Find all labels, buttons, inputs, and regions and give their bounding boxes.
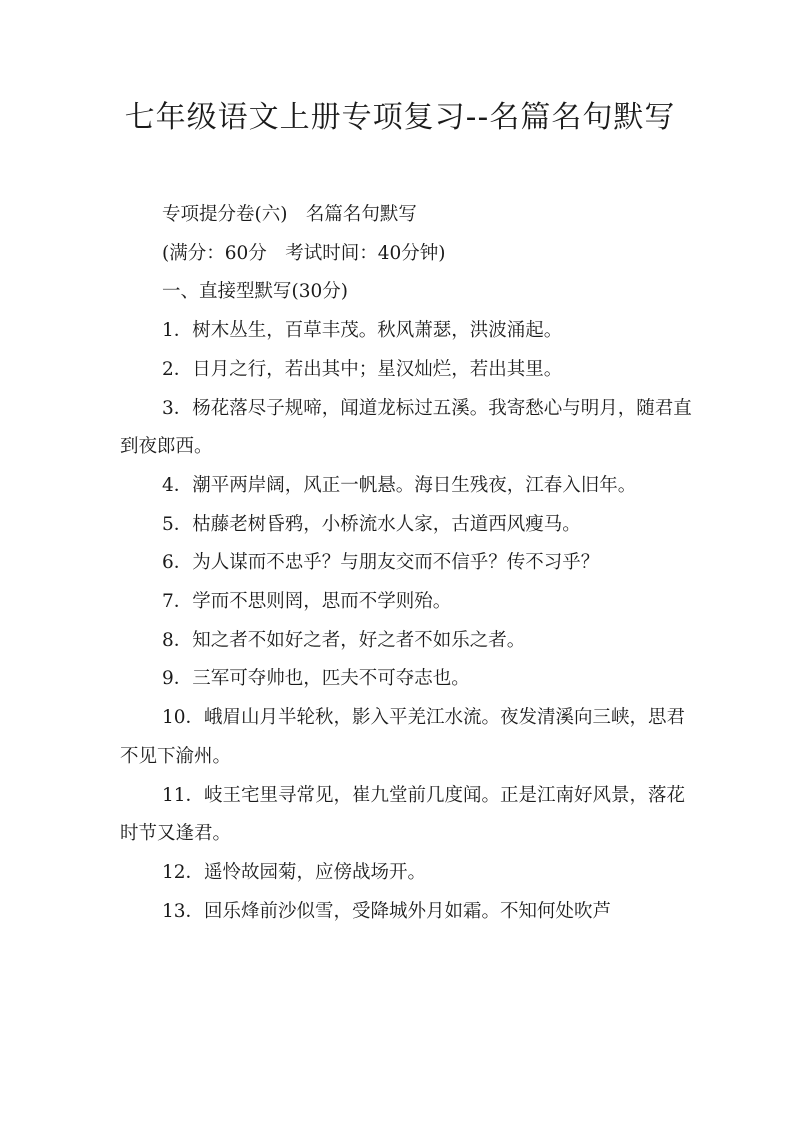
question-item: 11．岐王宅里寻常见，崔九堂前几度闻。正是江南好风景，落花时节又逢君。 (120, 784, 686, 845)
document-title: 七年级语文上册专项复习--名篇名句默写 (124, 100, 676, 135)
question-item: 5．枯藤老树昏鸦，小桥流水人家，古道西风瘦马。 (162, 513, 581, 535)
score-info: (满分：60分 考试时间：40分钟) (162, 242, 446, 264)
question-item: 9．三军可夺帅也，匹夫不可夺志也。 (162, 668, 470, 690)
question-item: 12．遥怜故园菊，应傍战场开。 (162, 861, 427, 883)
question-item: 8．知之者不如好之者，好之者不如乐之者。 (162, 629, 526, 651)
section-heading: 一、直接型默写(30分) (162, 281, 348, 303)
question-item: 13．回乐烽前沙似雪，受降城外月如霜。不知何处吹芦 (162, 900, 612, 922)
question-item: 4．潮平两岸阔，风正一帆悬。海日生残夜，江春入旧年。 (162, 474, 637, 496)
exam-subtitle: 专项提分卷(六) 名篇名句默写 (162, 204, 417, 225)
question-item: 3．杨花落尽子规啼，闻道龙标过五溪。我寄愁心与明月，随君直到夜郎西。 (120, 397, 692, 458)
document-body (120, 196, 692, 931)
question-item: 10．峨眉山月半轮秋，影入平羌江水流。夜发清溪向三峡，思君不见下渝州。 (120, 707, 686, 767)
question-item: 1．树木丛生，百草丰茂。秋风萧瑟，洪波涌起。 (162, 320, 563, 342)
question-item: 2．日月之行，若出其中；星汉灿烂，若出其里。 (162, 358, 563, 380)
question-item: 7．学而不思则罔，思而不学则殆。 (162, 591, 452, 613)
question-item: 6．为人谋而不忠乎？与朋友交而不信乎？传不习乎？ (162, 552, 600, 574)
